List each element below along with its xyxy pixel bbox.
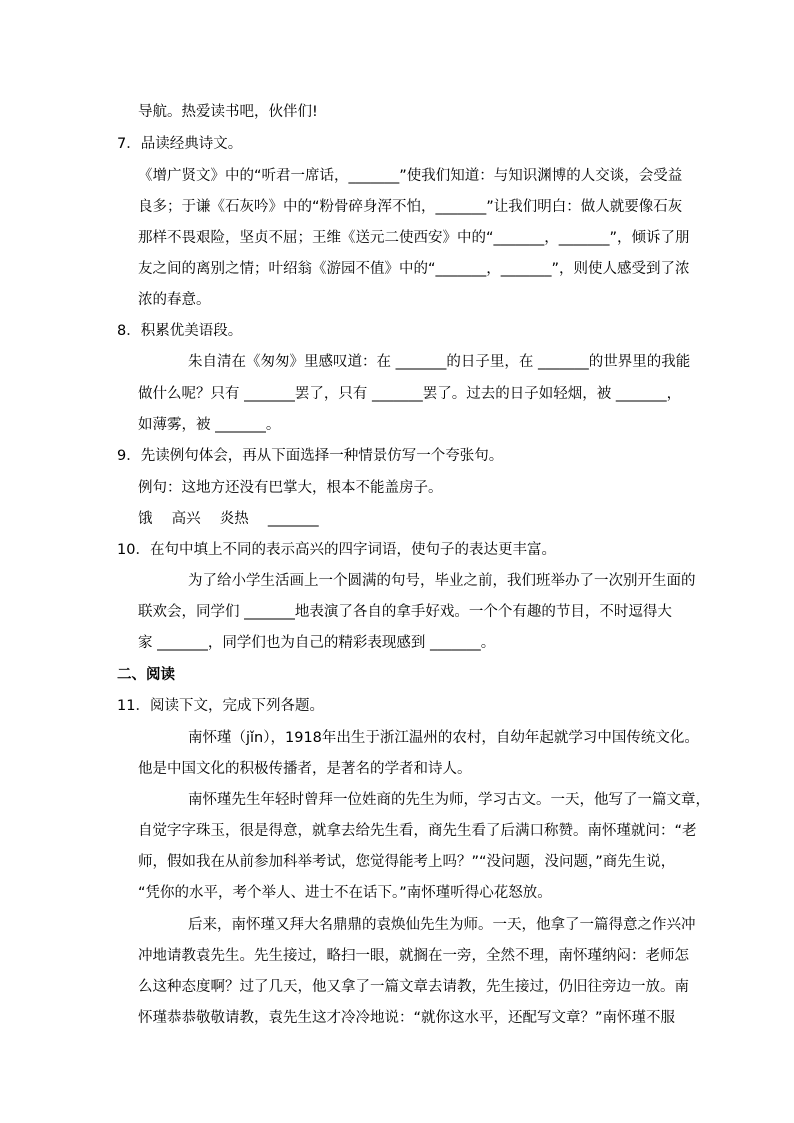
text-line-27: 后来，南怀瑾又拜大名鼎鼎的袁焕仙先生为师。一天，他拿了一篇得意之作兴冲 [188, 917, 696, 933]
text-line-14: 饿 高兴 炎热 _______ [138, 511, 319, 527]
section-heading-reading: 二、阅读 [117, 667, 175, 683]
text-line-21: 南怀瑾（jǐn），1918年出生于浙江温州的农村，自幼年起就学习中国传统文化。 [188, 730, 699, 746]
text-line-5: 那样不畏艰险，坚贞不屈；王维《送元二使西安》中的“_______，_______”，倾诉了朋 [138, 230, 690, 246]
question-9-heading: 9．先读例句体会，再从下面选择一种情景仿写一个夸张句。 [117, 448, 504, 464]
text-line-11: 如薄雾，被 _______。 [138, 417, 281, 433]
text-line-9: 朱自清在《匆匆》里感叹道：在 _______的日子里，在 _______的世界里的我能 [188, 354, 691, 370]
text-line-22: 他是中国文化的积极传播者，是著名的学者和诗人。 [138, 761, 472, 777]
text-line-26: “凭你的水平，考个举人、进士不在话下。”南怀瑾听得心花怒放。 [138, 885, 552, 901]
text-line-17: 联欢会，同学们 _______地表演了各自的拿手好戏。一个个有趣的节目，不时逗得大 [138, 604, 672, 620]
question-7-heading: 7．品读经典诗文。 [117, 136, 243, 152]
text-line-28: 冲地请教袁先生。先生接过，略扫一眼，就搁在一旁，全然不理，南怀瑾纳闷：老师怎 [138, 948, 689, 964]
question-8-heading: 8．积累优美语段。 [117, 323, 243, 339]
text-line-10: 做什么呢？只有 _______罢了，只有 _______罢了。过去的日子如轻烟，被 _______， [138, 386, 682, 402]
text-line-25: 师，假如我在从前参加科举考试，您觉得能考上吗？”“没问题，没问题，”商先生说， [138, 854, 676, 870]
question-10-heading: 10．在句中填上不同的表示高兴的四字词语，使句子的表达更丰富。 [117, 542, 556, 558]
text-line-29: 么这种态度啊？过了几天，他又拿了一篇文章去请教，先生接过，仍旧往旁边一放。南 [138, 979, 689, 995]
text-line-18: 家 _______，同学们也为自己的精彩表现感到 _______。 [138, 635, 496, 651]
text-line-23: 南怀瑾先生年轻时曾拜一位姓商的先生为师，学习古文。一天，他写了一篇文章， [188, 792, 710, 808]
text-line-24: 自觉字字珠玉，很是得意，就拿去给先生看，商先生看了后满口称赞。南怀瑾就问：“老 [138, 823, 697, 839]
text-line-13: 例句：这地方还没有巴掌大，根本不能盖房子。 [138, 480, 443, 496]
text-line-6: 友之间的离别之情；叶绍翁《游园不值》中的“_______，_______”，则使人感受到了浓 [138, 261, 690, 277]
text-line-7: 浓的春意。 [138, 292, 211, 308]
text-line-4: 良多；于谦《石灰吟》中的“粉骨碎身浑不怕，_______”让我们明白：做人就要像石灰 [138, 199, 683, 215]
text-line-3: 《增广贤文》中的“听君一席话，_______”使我们知道：与知识渊博的人交谈，会受益 [138, 168, 683, 184]
text-line-16: 为了给小学生活画上一个圆满的句号，毕业之前，我们班举办了一次别开生面的 [188, 573, 696, 589]
question-11-heading: 11．阅读下文，完成下列各题。 [117, 698, 324, 714]
text-line-1: 导航。热爱读书吧，伙伴们! [138, 104, 318, 120]
text-line-30: 怀瑾恭恭敬敬请教，袁先生这才冷冷地说：“就你这水平，还配写文章？”南怀瑾不服 [138, 1010, 676, 1026]
